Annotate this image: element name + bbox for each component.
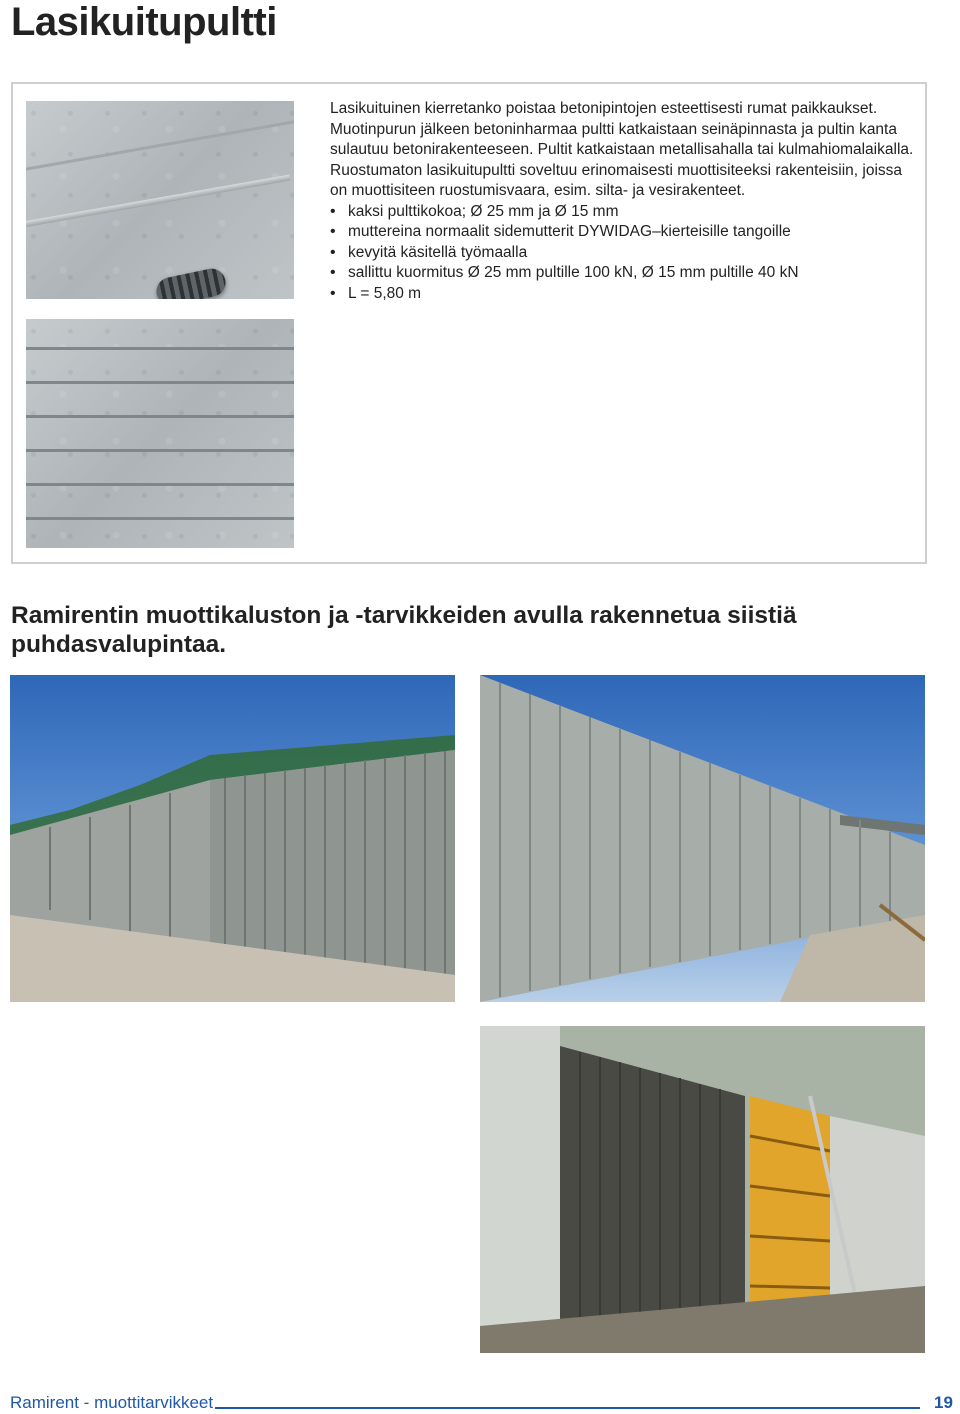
- bolt-closeup-photo: [26, 101, 294, 299]
- info-paragraph: Ruostumaton lasikuitupultti soveltuu erinomaisesti muottisiteeksi rakenteisiin, joissa on muottisiteen ruostumisvaara, esim. silta- ja vesirakenteet.: [330, 161, 903, 199]
- formwork-groove: [26, 175, 290, 227]
- spec-item: • L = 5,80 m: [330, 284, 920, 305]
- info-text: [330, 99, 920, 304]
- concrete-panel-photo: [26, 319, 294, 548]
- panel-joint: [26, 381, 294, 384]
- panel-joint: [26, 415, 294, 418]
- panel-joint: [26, 483, 294, 486]
- footer-publication: Ramirent - muottitarvikkeet: [10, 1393, 214, 1412]
- wall-illustration: [480, 675, 925, 1002]
- fiberglass-bolt: [154, 266, 228, 299]
- spec-list: [330, 202, 920, 305]
- wall-illustration: [10, 675, 455, 1002]
- spec-item: • kaksi pulttikokoa; Ø 25 mm ja Ø 15 mm: [330, 202, 920, 223]
- panel-joint: [26, 449, 294, 452]
- retaining-wall-photo-right: [480, 675, 925, 1002]
- footer-rule: [215, 1407, 920, 1409]
- page-title: Lasikuitupultti: [11, 0, 277, 44]
- spec-item: • kevyitä käsitellä työmaalla: [330, 243, 920, 264]
- formwork-construction-photo: [480, 1026, 925, 1353]
- spec-item: • sallittu kuormitus Ø 25 mm pultille 100 kN, Ø 15 mm pultille 40 kN: [330, 263, 920, 284]
- spec-item: • muttereina normaalit sidemutterit DYWIDAG–kierteisille tangoille: [330, 222, 920, 243]
- formwork-illustration: [480, 1026, 925, 1353]
- formwork-seam: [26, 113, 294, 172]
- panel-joint: [26, 347, 294, 350]
- footer-page-number: 19: [934, 1393, 953, 1412]
- info-paragraph: Lasikuituinen kierretanko poistaa betonipintojen esteettisesti rumat paikkaukset. Muotinpurun jälkeen betoninharmaa pultti katkaistaan seinäpinnasta ja pultin kanta sulautuu betonirakenteeseen. Pultit katkaistaan metallisahalla tai kulmahiomalaikalla.: [330, 100, 914, 158]
- panel-joint: [26, 517, 294, 520]
- retaining-wall-photo-left: [10, 675, 455, 1002]
- section-heading: Ramirentin muottikaluston ja -tarvikkeiden avulla rakennetua siistiä puhdasvalupintaa.: [11, 602, 797, 658]
